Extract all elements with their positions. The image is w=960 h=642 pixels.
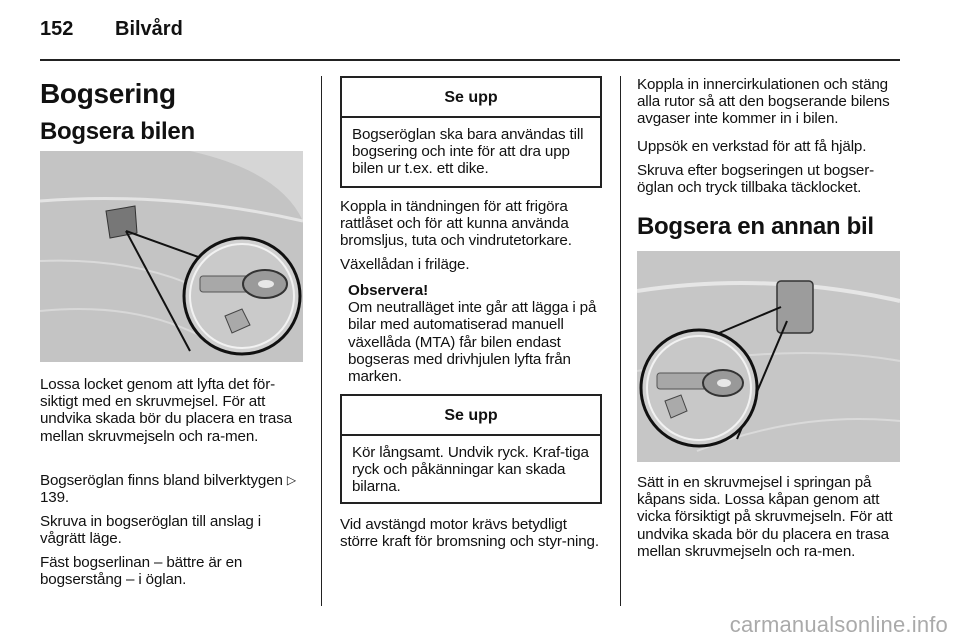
paragraph-engine-off: Vid avstängd motor krävs betydligt större kraft för bromsning och styr-ning. xyxy=(340,516,599,551)
page-number: 152 xyxy=(40,18,74,40)
header-rule xyxy=(40,59,900,61)
paragraph-after-towing: Skruva efter bogseringen ut bogser-öglan och tryck tillbaka täcklocket. xyxy=(637,162,875,197)
caution-box-2 xyxy=(340,394,602,504)
page-header xyxy=(40,18,900,50)
paragraph-workshop: Uppsök en verkstad för att få hjälp. xyxy=(637,138,867,155)
section-heading-tow-own-car: Bogsera bilen xyxy=(40,118,195,145)
paragraph-neutral: Växellådan i friläge. xyxy=(340,256,470,273)
paragraph-tow-eye-location xyxy=(40,472,303,506)
caution-box-2-text: Kör långsamt. Undvik ryck. Kraf-tiga ryck och påkänningar kan skada bilarna. xyxy=(352,444,589,496)
section-heading-tow-other-car: Bogsera en annan bil xyxy=(637,213,874,240)
section-title: Bilvård xyxy=(115,18,183,40)
paragraph-insert-screwdriver: Sätt in en skruvmejsel i springan på kåpans sida. Lossa kåpan genom att vicka försiktigt på skruvmejseln. För att undvika skada bör du placera en trasa mellan skruvmejseln och ra-men. xyxy=(637,474,893,560)
rear-bumper-drawing xyxy=(40,151,303,362)
paragraph-recirculation: Koppla in innercirkulationen och stäng alla rutor så att den bogserande bilens avgaser inte kommer in i bilen. xyxy=(637,76,890,128)
rear-tow-eye-illustration xyxy=(40,151,303,362)
front-tow-eye-illustration xyxy=(637,251,900,462)
column-divider-1 xyxy=(321,76,322,606)
caution-box-2-title: Se upp xyxy=(342,396,600,436)
page-ref-link[interactable]: 139. xyxy=(40,489,69,507)
note-text: Om neutralläget inte går att lägga i på bilar med automatiserad manuell växellåda (MTA) får bilen endast bogseras med drivhjulen lyfta från marken. xyxy=(348,299,597,386)
paragraph-screw-in: Skruva in bogseröglan till anslag i vågrätt läge. xyxy=(40,513,262,548)
column-divider-2 xyxy=(620,76,621,606)
watermark: carmanualsonline.info xyxy=(729,612,948,637)
page-ref-icon: ▷ xyxy=(286,473,296,487)
caution-box-1-text: Bogseröglan ska bara användas till bogsering och inte för att dra upp bilen ur t.ex. ett dike. xyxy=(352,126,584,178)
paragraph-tow-eye-location-text: Bogseröglan finns bland bilverktygen xyxy=(40,472,283,489)
paragraph-ignition: Koppla in tändningen för att frigöra rattlåset och för att kunna använda bromsljus, tuta och vindrutetorkare. xyxy=(340,198,572,250)
caution-box-1 xyxy=(340,76,602,188)
caution-box-1-title: Se upp xyxy=(342,78,600,118)
note-block xyxy=(348,282,610,385)
paragraph-attach-rope: Fäst bogserlinan – bättre är en bogserstång – i öglan. xyxy=(40,554,243,589)
paragraph-remove-cover: Lossa locket genom att lyfta det för-siktigt med en skruvmejsel. För att undvika skada bör du placera en trasa mellan skruvmejseln och ra-men. xyxy=(40,376,292,445)
note-title: Observera! xyxy=(348,282,429,299)
front-bumper-drawing xyxy=(637,251,900,462)
chapter-title: Bogsering xyxy=(40,78,176,109)
